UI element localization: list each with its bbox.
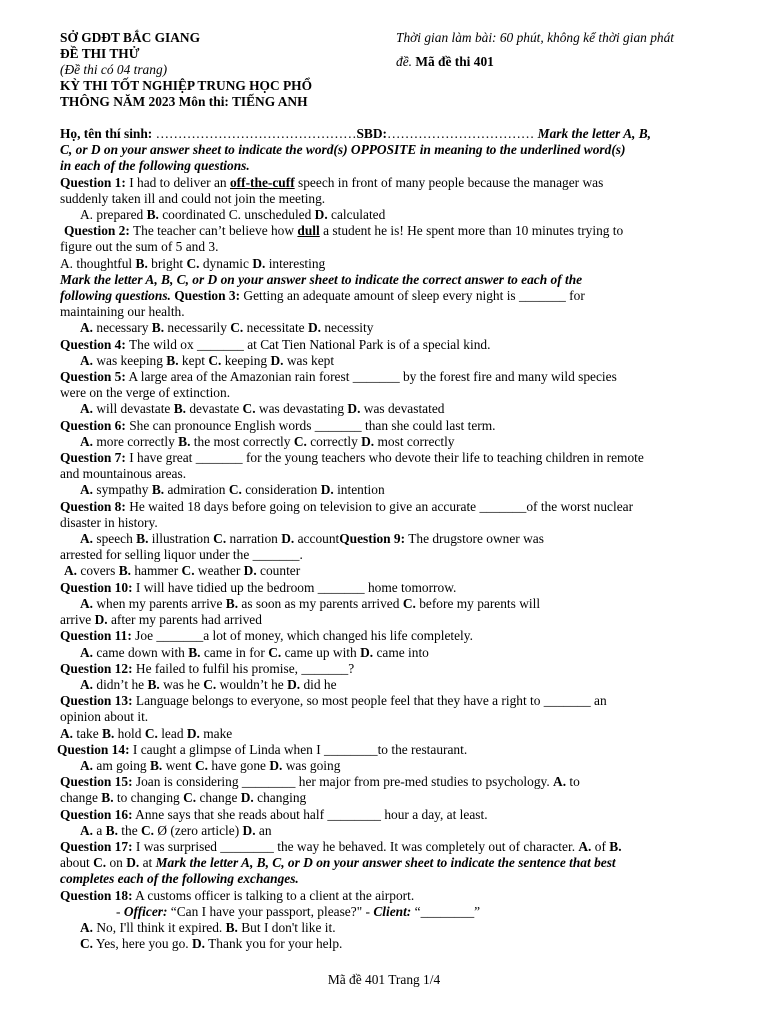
question-14 bbox=[57, 742, 720, 758]
candidate-line bbox=[60, 126, 720, 142]
instruction-1-part2: C, or D on your answer sheet to indicate the word(s) OPPOSITE in meaning to the underlined word(s) bbox=[60, 142, 626, 158]
q6-opt-b: B. bbox=[178, 433, 191, 449]
q9-text: The drugstore owner was bbox=[405, 531, 544, 547]
exam-body bbox=[57, 126, 720, 952]
q4-opt-a-text: was keeping bbox=[93, 352, 167, 368]
q18-client-label: Client: bbox=[373, 903, 412, 919]
header-left bbox=[60, 30, 380, 110]
q3-line2: maintaining our health. bbox=[60, 304, 185, 320]
q14-opt-c: C. bbox=[194, 757, 208, 773]
q2-line2: figure out the sum of 5 and 3. bbox=[60, 239, 219, 255]
question-8 bbox=[60, 499, 720, 515]
q4-opt-d: D. bbox=[270, 352, 284, 368]
question-4 bbox=[60, 337, 720, 353]
question-3 bbox=[60, 288, 720, 304]
q9-opt-b: B. bbox=[118, 563, 131, 579]
q17-opt-b-text: about bbox=[60, 855, 94, 871]
q14-opt-b: B. bbox=[149, 757, 163, 773]
q3-opt-d-text: necessity bbox=[321, 320, 374, 336]
q2-text-post: a student he is! He spent more than 10 minutes trying to bbox=[319, 223, 624, 239]
q7-opt-d: D. bbox=[320, 482, 334, 498]
sbd-dots: …………………………… bbox=[387, 126, 535, 141]
q16-opt-b: B. bbox=[105, 822, 118, 838]
q4-opt-b-text: kept bbox=[178, 352, 209, 368]
q13-opt-a: A. bbox=[60, 725, 74, 741]
question-13 bbox=[60, 693, 720, 709]
q2-opt-c-text: dynamic bbox=[199, 255, 253, 271]
q12-opt-b-text: was he bbox=[159, 676, 204, 692]
q7-opt-c-text: consideration bbox=[241, 482, 321, 498]
q13-opt-a-text: take bbox=[73, 725, 103, 741]
question-5 bbox=[60, 369, 720, 385]
q5-opt-a-text: will devastate bbox=[93, 401, 174, 417]
q10-opt-a-text: when my parents arrive bbox=[93, 595, 226, 611]
name-dots: ……………………………………… bbox=[155, 126, 357, 141]
q2-opt-d-text: interesting bbox=[265, 255, 326, 271]
q15-opt-b: B. bbox=[101, 790, 114, 806]
q5-opt-b: B. bbox=[173, 401, 187, 417]
time-note-cont: đề. bbox=[396, 54, 412, 69]
question-16 bbox=[60, 807, 720, 823]
q14-opt-d: D. bbox=[269, 757, 283, 773]
q3-text: Getting an adequate amount of sleep every night is _______ for bbox=[240, 288, 585, 304]
q6-opt-d-text: most correctly bbox=[374, 433, 455, 449]
q10-opt-c: C. bbox=[402, 595, 416, 611]
time-note: Thời gian làm bài: 60 phút, không kể thời gian phát bbox=[396, 30, 674, 45]
q17-label: Question 17: bbox=[60, 838, 133, 854]
q5-opt-b-text: devastate bbox=[186, 401, 243, 417]
q3-options bbox=[60, 320, 720, 336]
q7-opt-d-text: intention bbox=[333, 482, 385, 498]
q18-options-1 bbox=[60, 920, 720, 936]
q18-opt-c-text: Yes, here you go. bbox=[93, 936, 192, 952]
q12-opt-d: D. bbox=[287, 676, 301, 692]
q18-opt-d: D. bbox=[191, 936, 206, 952]
q6-opt-c: C. bbox=[293, 433, 307, 449]
q12-opt-b: B. bbox=[147, 676, 160, 692]
q12-opt-a: A. bbox=[80, 676, 94, 692]
q6-opt-c-text: correctly bbox=[306, 433, 362, 449]
q9-opt-b-text: hammer bbox=[130, 563, 182, 579]
q17-options bbox=[60, 855, 720, 871]
q13-line2: opinion about it. bbox=[60, 709, 149, 725]
q18-text: A customs officer is talking to a client at the airport. bbox=[132, 887, 415, 903]
q11-options bbox=[60, 645, 720, 661]
instruction-3-line1: Mark the letter A, B, C, or D on your answer sheet to indicate the sentence that best bbox=[155, 855, 616, 871]
q14-opt-a-text: am going bbox=[93, 757, 150, 773]
q8-opt-c-text: narration bbox=[226, 531, 282, 547]
q11-opt-b: B. bbox=[188, 644, 201, 660]
q6-opt-b-text: the most correctly bbox=[190, 433, 294, 449]
q8-opt-d-text: account bbox=[294, 531, 340, 547]
q5-line2: were on the verge of extinction. bbox=[60, 385, 231, 401]
q3-opt-a: A. bbox=[80, 320, 94, 336]
q17-opt-d: D. bbox=[126, 855, 140, 871]
q13-opt-b-text: hold bbox=[114, 725, 145, 741]
q12-opt-a-text: didn’t he bbox=[93, 676, 148, 692]
q15-text: Joan is considering ________ her major from pre-med studies to psychology. bbox=[132, 774, 554, 790]
q4-options bbox=[60, 353, 720, 369]
q16-opt-b-text: the bbox=[117, 822, 142, 838]
q17-opt-c-text: on bbox=[106, 855, 127, 871]
q4-opt-c: C. bbox=[208, 352, 222, 368]
q7-opt-a-text: sympathy bbox=[93, 482, 152, 498]
q6-opt-a-text: more correctly bbox=[93, 433, 179, 449]
q18-options-2 bbox=[60, 936, 720, 952]
q4-opt-c-text: keeping bbox=[221, 352, 271, 368]
q2-opt-c: C. bbox=[186, 255, 200, 271]
q15-opt-c: C. bbox=[183, 790, 197, 806]
exam-title-line1: KỲ THI TỐT NGHIỆP TRUNG HỌC PHỔ bbox=[60, 78, 312, 93]
question-10 bbox=[60, 580, 720, 596]
q12-options bbox=[60, 677, 720, 693]
q9-line2: arrested for selling liquor under the _______. bbox=[60, 547, 303, 563]
q1-opt-a-text: prepared bbox=[93, 207, 147, 223]
q15-opt-d: D. bbox=[240, 790, 254, 806]
q1-text-post: speech in front of many people because the manager was bbox=[294, 174, 604, 190]
instruction-3-line2: completes each of the following exchanges. bbox=[60, 871, 299, 887]
q7-text: I have great _______ for the young teachers who devote their life to teaching children in remote bbox=[125, 450, 644, 466]
pages-note: (Đề thi có 04 trang) bbox=[60, 62, 168, 77]
q10-opt-d-text: after my parents had arrived bbox=[107, 612, 262, 628]
q6-options bbox=[60, 434, 720, 450]
q7-opt-a: A. bbox=[80, 482, 94, 498]
name-label: Họ, tên thí sinh: bbox=[60, 126, 156, 141]
question-6 bbox=[60, 418, 720, 434]
q1-opt-d-text: calculated bbox=[327, 207, 386, 223]
q9-opt-c: C. bbox=[181, 563, 195, 579]
q18-label: Question 18: bbox=[60, 887, 133, 903]
q18-opt-a-text: No, I'll think it expired. bbox=[93, 919, 226, 935]
q13-opt-d-text: make bbox=[199, 725, 233, 741]
q9-opt-c-text: weather bbox=[194, 563, 244, 579]
q16-text: Anne says that she reads about half ________ hour a day, at least. bbox=[132, 806, 488, 822]
q18-opt-b-text: But I don't like it. bbox=[237, 919, 336, 935]
instruction-1-part1: Mark the letter A, B, bbox=[537, 126, 651, 141]
q11-opt-c: C. bbox=[268, 644, 282, 660]
q3-opt-c-text: necessitate bbox=[243, 320, 308, 336]
q3-opt-c: C. bbox=[230, 320, 244, 336]
exam-type: ĐỀ THI THỬ bbox=[60, 46, 140, 61]
q15-opt-b-text: to changing bbox=[113, 790, 184, 806]
q10-opt-c-text: before my parents will bbox=[415, 595, 541, 611]
q1-opt-a: A. bbox=[80, 207, 94, 223]
q10-options bbox=[60, 596, 720, 612]
q10-opt-b: B. bbox=[225, 595, 239, 611]
q1-underlined: off-the-cuff bbox=[229, 174, 295, 190]
q3-opt-a-text: necessary bbox=[93, 320, 152, 336]
q1-opt-d: D. bbox=[314, 207, 328, 223]
q4-opt-a: A. bbox=[80, 352, 94, 368]
q13-opt-c: C. bbox=[144, 725, 158, 741]
q12-opt-d-text: did he bbox=[300, 676, 337, 692]
q6-text: She can pronounce English words _______ than she could last term. bbox=[125, 417, 496, 433]
q2-opt-b: B. bbox=[135, 255, 148, 271]
q3-opt-d: D. bbox=[307, 320, 322, 336]
q12-text: He failed to fulfil his promise, _______? bbox=[132, 660, 355, 676]
q3-opt-b-text: necessarily bbox=[164, 320, 231, 336]
q13-text: Language belongs to everyone, so most people feel that they have a right to _______ an bbox=[132, 693, 607, 709]
q13-opt-b: B. bbox=[102, 725, 115, 741]
instruction-2-line2: following questions. bbox=[60, 288, 171, 304]
q1-line2: suddenly taken ill and could not join the meeting. bbox=[60, 190, 326, 206]
q2-underlined: dull bbox=[297, 223, 320, 239]
q4-opt-b: B. bbox=[166, 352, 179, 368]
q15-options bbox=[60, 790, 720, 806]
q16-opt-c: C. bbox=[141, 822, 155, 838]
q11-opt-d-text: came into bbox=[373, 644, 429, 660]
q2-opt-a: A. thoughtful bbox=[60, 255, 136, 271]
q9-options bbox=[60, 563, 720, 579]
q7-opt-b-text: admiration bbox=[164, 482, 229, 498]
question-17 bbox=[60, 839, 720, 855]
q7-options bbox=[60, 482, 720, 498]
header-right bbox=[396, 30, 756, 70]
question-11 bbox=[60, 628, 720, 644]
question-2 bbox=[60, 223, 720, 239]
q17-opt-a: A. bbox=[578, 838, 592, 854]
q15-opt-a: A. bbox=[553, 774, 567, 790]
q17-text: I was surprised ________ the way he behaved. It was completely out of character. bbox=[132, 838, 579, 854]
q10-opt-d: D. bbox=[94, 612, 108, 628]
q8-options bbox=[60, 531, 720, 547]
q10-opt-b-text: as soon as my parents arrived bbox=[238, 595, 403, 611]
dept-name: SỞ GDĐT BẮC GIANG bbox=[60, 30, 201, 45]
q1-text-pre: I had to deliver an bbox=[125, 174, 230, 190]
q16-label: Question 16: bbox=[60, 806, 133, 822]
q15-opt-a-cont: change bbox=[60, 790, 102, 806]
q9-opt-d: D. bbox=[243, 563, 257, 579]
q5-opt-c: C. bbox=[242, 401, 256, 417]
q18-dialogue bbox=[60, 904, 720, 920]
q14-opt-a: A. bbox=[80, 757, 94, 773]
q4-text: The wild ox _______ at Cat Tien National Park is of a special kind. bbox=[125, 336, 491, 352]
q5-opt-c-text: was devastating bbox=[255, 401, 348, 417]
instruction-1-part3: in each of the following questions. bbox=[60, 158, 250, 174]
q5-text: A large area of the Amazonian rain forest _______ by the forest fire and many wild species bbox=[125, 369, 617, 385]
q11-opt-c-text: came up with bbox=[281, 644, 361, 660]
q3-opt-b: B. bbox=[151, 320, 165, 336]
q6-opt-a: A. bbox=[80, 433, 94, 449]
q16-opt-a-text: a bbox=[93, 822, 106, 838]
q13-label: Question 13: bbox=[60, 693, 133, 709]
q11-opt-a: A. bbox=[80, 644, 94, 660]
q9-label: Question 9: bbox=[339, 531, 406, 547]
q6-label: Question 6: bbox=[60, 417, 126, 433]
q7-label: Question 7: bbox=[60, 450, 126, 466]
q16-opt-a: A. bbox=[80, 822, 94, 838]
q8-line2: disaster in history. bbox=[60, 514, 158, 530]
q5-options bbox=[60, 401, 720, 417]
q5-opt-d-text: was devastated bbox=[360, 401, 445, 417]
q15-opt-d-text: changing bbox=[253, 790, 307, 806]
q17-opt-d-text: at bbox=[139, 855, 156, 871]
q12-opt-c: C. bbox=[203, 676, 217, 692]
q16-opt-d: D. bbox=[242, 822, 256, 838]
q15-label: Question 15: bbox=[60, 774, 133, 790]
q14-options bbox=[60, 758, 720, 774]
q10-opt-c-cont: arrive bbox=[60, 612, 95, 628]
question-18 bbox=[60, 888, 720, 904]
question-15 bbox=[60, 774, 720, 790]
q18-opt-c: C. bbox=[80, 936, 94, 952]
q2-opt-d: D. bbox=[252, 255, 266, 271]
q5-label: Question 5: bbox=[60, 369, 126, 385]
q9-opt-d-text: counter bbox=[256, 563, 301, 579]
q8-opt-b: B. bbox=[136, 531, 149, 547]
q16-opt-c-text: Ø (zero article) bbox=[154, 822, 243, 838]
q2-opt-b-text: bright bbox=[147, 255, 187, 271]
q15-opt-c-text: change bbox=[196, 790, 241, 806]
q6-opt-d: D. bbox=[361, 433, 375, 449]
q14-label: Question 14: bbox=[57, 741, 130, 757]
q10-opt-a: A. bbox=[80, 595, 94, 611]
q8-opt-a: A. bbox=[80, 531, 94, 547]
q8-opt-d: D. bbox=[281, 531, 295, 547]
q10-options-cont bbox=[60, 612, 720, 628]
q10-label: Question 10: bbox=[60, 579, 133, 595]
q17-opt-b: B. bbox=[609, 838, 622, 854]
q10-text: I will have tidied up the bedroom _______ home tomorrow. bbox=[132, 579, 457, 595]
q1-label: Question 1: bbox=[60, 174, 126, 190]
q7-opt-b: B. bbox=[151, 482, 165, 498]
q18-client-text: “________” bbox=[411, 903, 481, 919]
question-1 bbox=[60, 175, 720, 191]
q11-opt-b-text: came in for bbox=[200, 644, 269, 660]
q8-text: He waited 18 days before going on television to give an accurate _______of the worst nuclear bbox=[125, 498, 634, 514]
q14-opt-d-text: was going bbox=[282, 757, 341, 773]
q12-opt-c-text: wouldn’t he bbox=[216, 676, 288, 692]
sbd-label: SBD: bbox=[356, 126, 387, 141]
q16-options bbox=[60, 823, 720, 839]
q11-text: Joe _______a lot of money, which changed his life completely. bbox=[131, 628, 473, 644]
q18-officer-label: Officer: bbox=[123, 903, 168, 919]
q9-opt-a: A. bbox=[64, 563, 78, 579]
q7-line2: and mountainous areas. bbox=[60, 466, 187, 482]
q4-opt-d-text: was kept bbox=[283, 352, 335, 368]
q8-opt-a-text: speech bbox=[93, 531, 137, 547]
q15-opt-a-text: to bbox=[566, 774, 580, 790]
q18-opt-a: A. bbox=[80, 919, 94, 935]
q5-opt-d: D. bbox=[347, 401, 361, 417]
q1-opt-b: B. bbox=[146, 207, 159, 223]
q11-label: Question 11: bbox=[60, 628, 132, 644]
q13-opt-d: D. bbox=[186, 725, 200, 741]
q2-text-pre: The teacher can’t believe how bbox=[129, 223, 298, 239]
q13-opt-c-text: lead bbox=[157, 725, 187, 741]
instruction-2-line1: Mark the letter A, B, C, or D on your answer sheet to indicate the correct answer to each of the bbox=[60, 271, 583, 287]
q8-label: Question 8: bbox=[60, 498, 126, 514]
q8-opt-b-text: illustration bbox=[148, 531, 214, 547]
q11-opt-d: D. bbox=[360, 644, 374, 660]
q18-officer-text: “Can I have your passport, please?" - bbox=[167, 903, 374, 919]
q14-opt-b-text: went bbox=[162, 757, 195, 773]
q1-opt-bc-text: coordinated C. unscheduled bbox=[158, 207, 315, 223]
q4-label: Question 4: bbox=[60, 336, 126, 352]
q11-opt-a-text: came down with bbox=[93, 644, 189, 660]
question-7 bbox=[60, 450, 720, 466]
q13-options bbox=[60, 726, 720, 742]
q3-label: Question 3: bbox=[170, 288, 241, 304]
q1-options bbox=[60, 207, 720, 223]
q18-opt-b: B. bbox=[225, 919, 238, 935]
q12-label: Question 12: bbox=[60, 660, 133, 676]
q7-opt-c: C. bbox=[228, 482, 242, 498]
page-footer: Mã đề 401 Trang 1/4 bbox=[327, 972, 441, 987]
q9-opt-a-text: covers bbox=[77, 563, 119, 579]
q14-opt-c-text: have gone bbox=[207, 757, 270, 773]
q8-opt-c: C. bbox=[213, 531, 227, 547]
q18-opt-d-text: Thank you for your help. bbox=[205, 936, 343, 952]
question-12 bbox=[60, 661, 720, 677]
q17-opt-a-text: of bbox=[591, 838, 610, 854]
q2-label: Question 2: bbox=[64, 223, 130, 239]
q17-opt-c: C. bbox=[93, 855, 107, 871]
q2-options bbox=[60, 256, 720, 272]
q5-opt-a: A. bbox=[80, 401, 94, 417]
exam-title-line2: THÔNG NĂM 2023 Môn thi: TIẾNG ANH bbox=[60, 94, 308, 109]
q18-dash: - bbox=[116, 903, 124, 919]
q14-text: I caught a glimpse of Linda when I ________to the restaurant. bbox=[129, 741, 468, 757]
exam-code: Mã đề thi 401 bbox=[415, 54, 494, 69]
q16-opt-d-text: an bbox=[255, 822, 272, 838]
